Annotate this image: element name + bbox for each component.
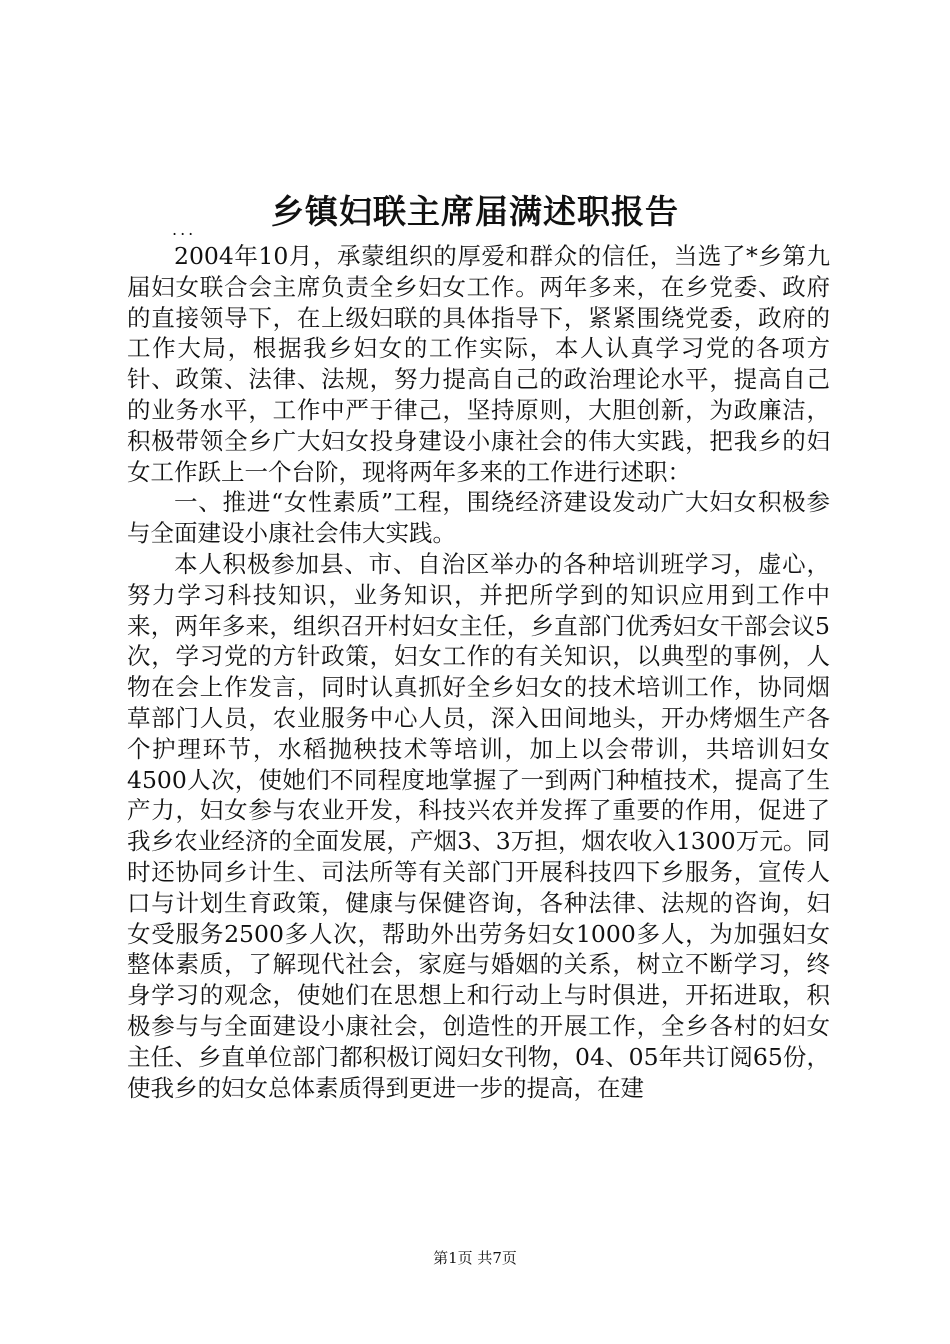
document-title: 乡镇妇联主席届满述职报告 (271, 192, 679, 231)
paragraph-intro: 2004年10月，承蒙组织的厚爱和群众的信任，当选了*乡第九届妇女联合会主席负责全乡妇女工作。两年多来，在乡党委、政府的直接领导下，在上级妇联的具体指导下，紧紧围绕党委，政府的工作大局，根据我乡妇女的工作实际，本人认真学习党的各项方针、政策、法律、法规，努力提高自己的政治理论水平，提高自己的业务水平，工作中严于律己，坚持原则，大胆创新，为政廉洁，积极带领全乡广大妇女投身建设小康社会的伟大实践，把我乡的妇女工作跃上一个台阶，现将两年多来的工作进行述职： (127, 242, 830, 486)
paragraph-section-heading: 一、推进“女性素质”工程，围绕经济建设发动广大妇女积极参与全面建设小康社会伟大实践。 (127, 488, 830, 548)
paragraph-training: 本人积极参加县、市、自治区举办的各种培训班学习，虚心，努力学习科技知识，业务知识，并把所学到的知识应用到工作中来，两年多来，组织召开村妇女主任，乡直部门优秀妇女干部会议5次，学习党的方针政策，妇女工作的有关知识，以典型的事例，人物在会上作发言，同时认真抓好全乡妇女的技术培训工作，协同烟草部门人员，农业服务中心人员，深入田间地头，开办烤烟生产各个护理环节，水稻抛秧技术等培训，加上以会带训，共培训妇女4500人次，使她们不同程度地掌握了一到两门种植技术，提高了生产力，妇女参与农业开发，科技兴农并发挥了重要的作用，促进了我乡农业经济的全面发展，产烟3、3万担，烟农收入1300万元。同时还协同乡计生、司法所等有关部门开展科技四下乡服务，宣传人口与计划生育政策，健康与保健咨询，各种法律、法规的咨询，妇女受服务2500多人次，帮助外出劳务妇女1000多人，为加强妇女整体素质，了解现代社会，家庭与婚姻的关系，树立不断学习，终身学习的观念，使她们在思想上和行动上与时俱进，开拓进取，积极参与与全面建设小康社会，创造性的开展工作，全乡各村的妇女主任、乡直单位部门都积极订阅妇女刊物，04、05年共订阅65份，使我乡的妇女总体素质得到更进一步的提高，在建 (127, 549, 830, 1102)
ellipsis-marker: ... (172, 220, 197, 239)
page-footer: 第1页 共7页 (433, 1249, 517, 1267)
document-body (127, 241, 830, 1103)
